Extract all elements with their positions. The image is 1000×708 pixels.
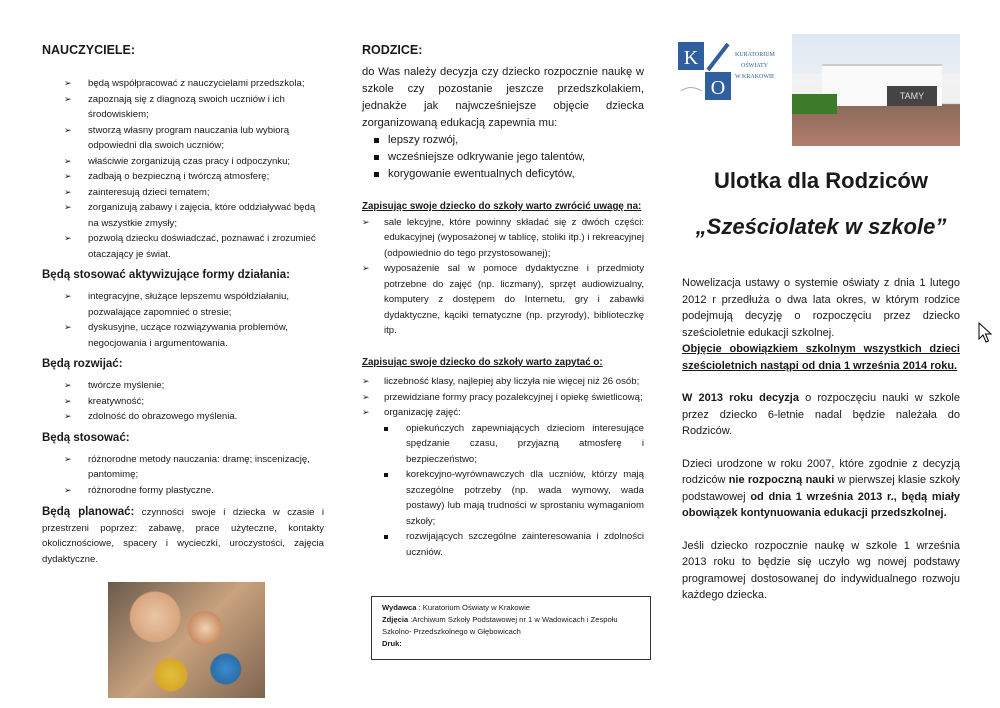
obligation-date: Objęcie obowiązkiem szkolnym wszystkich dzieci sześcioletnich nastąpi od dnia 1 września 2014 roku. bbox=[682, 343, 960, 372]
ask-heading: Zapisując swoje dziecko do szkoły warto zapytać o: bbox=[362, 356, 603, 368]
list-item: ➢ liczebność klasy, najlepiej aby liczyła nie więcej niż 26 osób; bbox=[362, 374, 644, 390]
list-item: korekcyjno-wyrównawczych dla uczniów, którzy mają szczególne potrzeby (np. wada wymowy, wada postawy) lub mają trudności w sprostaniu wymaganiom szkoły; bbox=[384, 467, 644, 529]
list-item: ➢ właściwie zorganizują czas pracy i odpoczynku; bbox=[42, 154, 324, 170]
use-list bbox=[42, 452, 324, 499]
leaflet-subtitle: „Sześciolatek w szkole” bbox=[695, 214, 947, 239]
text: Nowelizacja ustawy o systemie oświaty z dnia 1 lutego 2012 r przedłuża o dwa lata okres, w którym rodzice podejmują decyzję o rozpoczęciu przez dziecko sześcioletnie edukacji szkolnej. bbox=[682, 277, 960, 339]
text: Dzieci urodzone w roku 2007, które zgodnie z decyzją rodziców bbox=[682, 457, 960, 486]
svg-text:KURATORIUM: KURATORIUM bbox=[735, 52, 775, 58]
forms-list bbox=[42, 289, 324, 351]
parents-intro: do Was należy decyzja czy dziecko rozpocznie naukę w szkole czy pozostanie jeszcze przedszkolakiem, jednakże jak najwcześniejsze objęcie dziecka zorganizowaną edukacją zapewnia mu: bbox=[362, 66, 644, 129]
list-item: ➢ przewidziane formy pracy pozalekcyjnej i opiekę świetlicową; bbox=[362, 390, 644, 406]
publisher: : Kuratorium Oświaty w Krakowie bbox=[416, 603, 530, 612]
forms-heading: Będą stosować aktywizujące formy działania: bbox=[42, 269, 290, 281]
print-label: Druk: bbox=[382, 639, 402, 648]
list-item: korygowanie ewentualnych deficytów, bbox=[362, 166, 644, 183]
activities-list bbox=[384, 421, 644, 561]
attention-list bbox=[362, 215, 644, 339]
text: nie rozpoczną nauki bbox=[728, 474, 835, 486]
list-item: ➢ zdolność do obrazowego myślenia. bbox=[42, 409, 324, 425]
attention-heading: Zapisując swoje dziecko do szkoły warto zwrócić uwagę na: bbox=[362, 201, 642, 212]
benefits-list bbox=[362, 132, 644, 183]
paragraph-2013 bbox=[682, 390, 960, 440]
text: o rozpoczęciu nauki w szkole przez dziecko 6-letnie nadal będzie należała do Rodziców. bbox=[682, 392, 960, 437]
teachers-column bbox=[42, 0, 324, 567]
parents-column bbox=[362, 0, 644, 648]
school-building-photo bbox=[792, 34, 960, 146]
list-item: opiekuńczych zapewniających dzieciom interesujące spędzanie czasu, przyjazną atmosferę i bezpieczeństwo; bbox=[384, 421, 644, 468]
list-item: ➢ będą współpracować z nauczycielami przedszkola; bbox=[42, 76, 324, 92]
list-item: ➢ twórcze myślenie; bbox=[42, 378, 324, 394]
leaflet-title: Ulotka dla Rodziców bbox=[714, 168, 928, 193]
photos-label: Zdjęcia bbox=[382, 615, 409, 624]
teachers-heading: NAUCZYCIELE: bbox=[42, 43, 136, 57]
kuratorium-logo bbox=[678, 36, 790, 102]
list-item: ➢ różnorodne formy plastyczne. bbox=[42, 483, 324, 499]
building-sign: TAMY bbox=[887, 86, 937, 106]
list-item: ➢ wyposażenie sal w pomoce dydaktyczne i przedmioty potrzebne do zajęć (np. liczmany), sprzęt audiowizualny, komputery z dostępem do Internetu, gry i zabawki dydaktyczne, kąciki tematyczne (np. przyrody), biblioteczkę itp. bbox=[362, 261, 644, 339]
list-item: ➢ zainteresują dzieci tematem; bbox=[42, 185, 324, 201]
text: W 2013 roku decyzja bbox=[682, 392, 799, 404]
svg-text:O: O bbox=[710, 77, 726, 99]
list-item: ➢ dyskusyjne, uczące rozwiązywania problemów, negocjowania i argumentowania. bbox=[42, 320, 324, 351]
plan-label: Będą planować: bbox=[42, 506, 135, 518]
svg-text:OŚWIATY: OŚWIATY bbox=[741, 63, 768, 69]
list-item: ➢ pozwolą dziecku doświadczać, poznawać i zrozumieć otaczający je świat. bbox=[42, 231, 324, 262]
imprint-box bbox=[371, 596, 651, 660]
list-item: ➢ różnorodne metody nauczania: dramę; inscenizację, pantomimę; bbox=[42, 452, 324, 483]
list-item: wcześniejsze odkrywanie jego talentów, bbox=[362, 149, 644, 166]
ask-list bbox=[362, 374, 644, 560]
svg-text:K: K bbox=[683, 47, 699, 69]
use-heading: Będą stosować: bbox=[42, 431, 130, 444]
photos-credit: :Archiwum Szkoły Podstawowej nr 1 w Wadowicach i Zespołu Szkolno- Przedszkolnego w Głębowicach bbox=[382, 615, 618, 636]
text: od dnia 1 września 2013 r., będą miały obowiązek kontynuowania edukacji przedszkolnej. bbox=[682, 490, 960, 519]
plan-text: czynności swoje i dziecka w czasie i przestrzeni poprzez: zabawę, prace użyteczne, kontakty okolicznościowe, spacery i wycieczki, uroczystości, zajęcia dydaktyczne. bbox=[42, 507, 324, 565]
list-item: ➢ zorganizują zabawy i zajęcia, które oddziaływać będą na wszystkie zmysły; bbox=[42, 200, 324, 231]
list-item bbox=[362, 405, 644, 560]
teachers-list bbox=[42, 76, 324, 262]
list-item: ➢ integracyjne, służące lepszemu współdziałaniu, pozwalające zapomnieć o stresie; bbox=[42, 289, 324, 320]
list-item: ➢ stworzą własny program nauczania lub wybiorą odpowiedni dla swoich uczniów; bbox=[42, 123, 324, 154]
list-item: ➢ zadbają o bezpieczną i twórczą atmosferę; bbox=[42, 169, 324, 185]
svg-text:W KRAKOWIE: W KRAKOWIE bbox=[735, 74, 775, 80]
paragraph-curriculum: Jeśli dziecko rozpocznie naukę w szkole 1 września 2013 roku to będzie się uczyło wg nowej podstawy programowej dostosowanej do indywidualnego rozwoju każdego dziecka. bbox=[682, 539, 960, 601]
paragraph-2007 bbox=[682, 456, 960, 522]
list-item: ➢ kreatywność; bbox=[42, 394, 324, 410]
list-item-text: organizację zajęć: bbox=[384, 407, 461, 418]
publisher-label: Wydawca bbox=[382, 603, 417, 612]
plan-paragraph bbox=[42, 505, 324, 567]
parents-heading: RODZICE: bbox=[362, 43, 423, 57]
list-item: ➢ sale lekcyjne, które powinny składać się z dwóch części: edukacyjnej (wyposażonej w tablicę, stoliki itp.) i rekreacyjnej (odpowiednio do tego przystosowanej); bbox=[362, 215, 644, 262]
text: w pierwszej klasie szkoły podstawowej bbox=[682, 474, 960, 503]
develop-list bbox=[42, 378, 324, 425]
develop-heading: Będą rozwijać: bbox=[42, 358, 123, 370]
children-photo bbox=[108, 582, 265, 698]
list-item: ➢ zapoznają się z diagnozą swoich uczniów i ich środowiskiem; bbox=[42, 92, 324, 123]
list-item: lepszy rozwój, bbox=[362, 132, 644, 149]
mouse-cursor-icon bbox=[978, 322, 992, 344]
list-item: rozwijających szczególne zainteresowania i zdolności uczniów. bbox=[384, 529, 644, 560]
paragraph-reform bbox=[682, 275, 960, 374]
